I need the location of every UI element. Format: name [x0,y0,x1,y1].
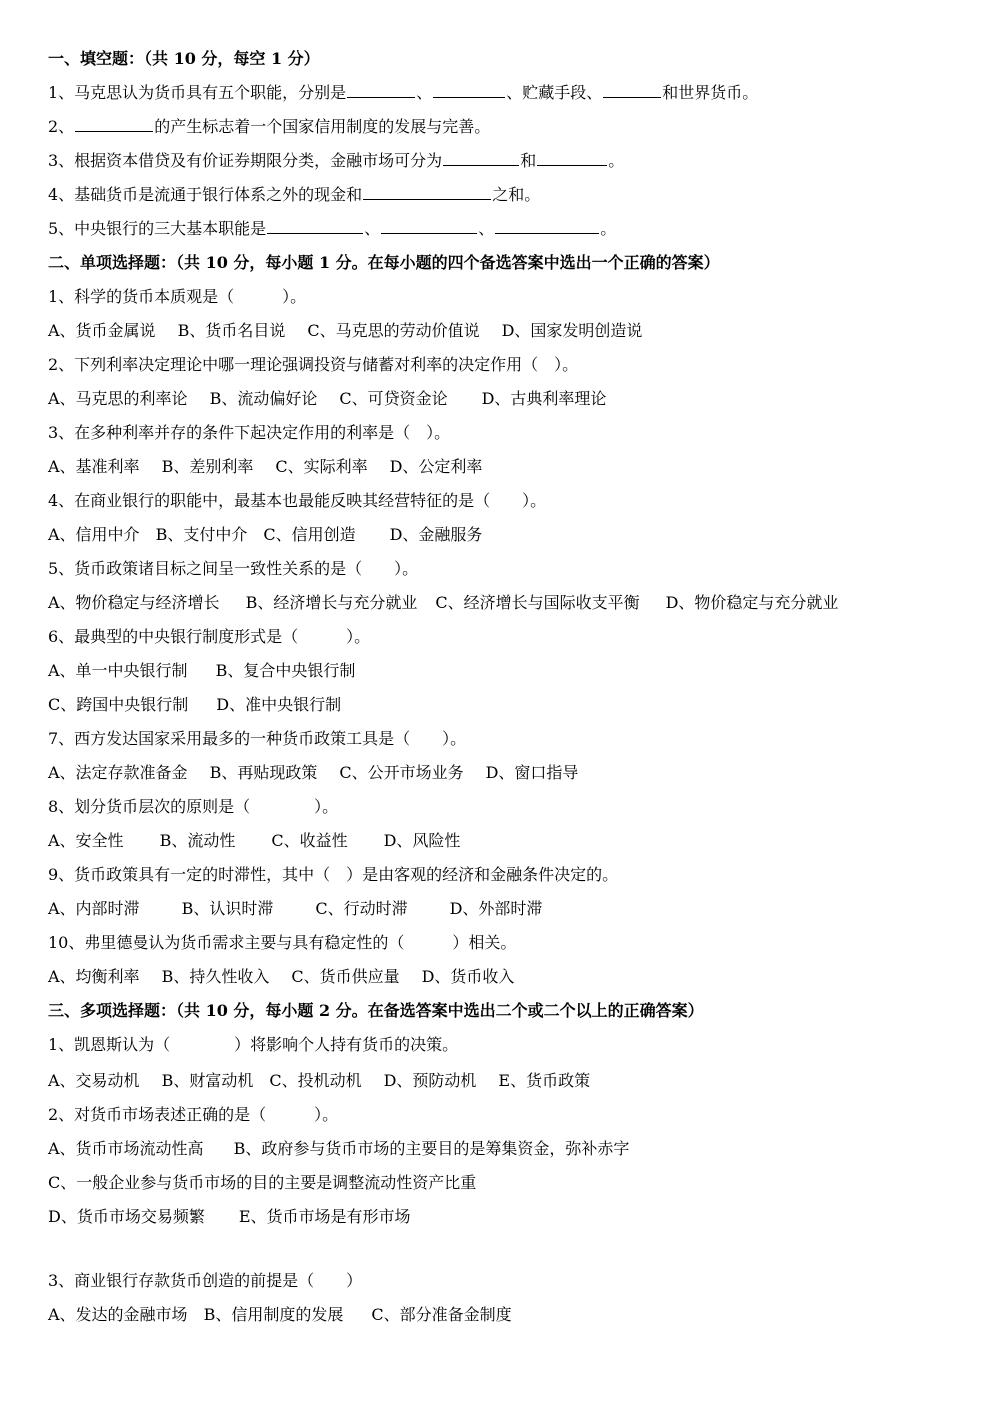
option-d[interactable]: D、公定利率 [389,457,483,476]
option-c[interactable]: C、经济增长与国际收支平衡 [435,593,640,612]
option-d[interactable]: D、物价稳定与充分就业 [665,593,839,612]
single-choice-stem: 3、在多种利率并存的条件下起决定作用的利率是（ ）。 [48,423,451,442]
option-c[interactable]: C、一般企业参与货币市场的目的主要是调整流动性资产比重 [48,1173,477,1192]
option-b[interactable]: B、经济增长与充分就业 [245,593,418,612]
answer-blank[interactable] [347,82,415,98]
option-c[interactable]: C、实际利率 [275,457,368,476]
answer-blank[interactable] [363,184,491,200]
option-a[interactable]: A、发达的金融市场 [48,1305,188,1324]
fill-q4-text-a: 4、基础货币是流通于银行体系之外的现金和 [48,185,363,204]
option-a[interactable]: A、物价稳定与经济增长 [48,593,220,612]
single-choice-stem: 8、划分货币层次的原则是（ ）。 [48,797,339,816]
option-b[interactable]: B、差别利率 [161,457,254,476]
single-choice-stem: 1、科学的货币本质观是（ ）。 [48,287,307,306]
options-row [48,1172,476,1194]
option-e[interactable]: E、货币政策 [498,1071,591,1090]
option-d[interactable]: D、外部时滞 [449,899,543,918]
options-row [48,320,642,342]
answer-blank[interactable] [443,150,519,166]
fill-q3-text-b: 和 [520,151,537,170]
option-b[interactable]: B、支付中介 [155,525,248,544]
option-c[interactable]: C、行动时滞 [315,899,408,918]
single-choice-stem: 2、下列利率决定理论中哪一理论强调投资与储蓄对利率的决定作用（ ）。 [48,355,579,374]
option-d[interactable]: D、风险性 [383,831,461,850]
options-row [48,1070,590,1092]
option-a[interactable]: A、货币金属说 [48,321,156,340]
fill-q3-text-c: 。 [608,151,625,170]
fill-question-3 [48,150,624,172]
option-d[interactable]: D、古典利率理论 [481,389,607,408]
option-c[interactable]: C、公开市场业务 [339,763,464,782]
option-b[interactable]: B、货币名目说 [177,321,286,340]
answer-blank[interactable] [433,82,505,98]
fill-q5-text-b: 。 [600,219,617,238]
options-row [48,660,355,682]
option-b[interactable]: B、流动性 [159,831,236,850]
fill-q1-sep1: 、 [416,83,433,102]
option-b[interactable]: B、财富动机 [161,1071,254,1090]
option-a[interactable]: A、基准利率 [48,457,140,476]
answer-blank[interactable] [75,116,153,132]
option-a[interactable]: A、交易动机 [48,1071,140,1090]
option-d[interactable]: D、国家发明创造说 [501,321,643,340]
option-a[interactable]: A、法定存款准备金 [48,763,188,782]
fill-q2-text-a: 2、 [48,117,75,136]
fill-q2-text-b: 的产生标志着一个国家信用制度的发展与完善。 [154,117,491,136]
answer-blank[interactable] [537,150,607,166]
option-a[interactable]: A、均衡利率 [48,967,140,986]
option-c[interactable]: C、跨国中央银行制 [48,695,189,714]
option-d[interactable]: D、准中央银行制 [216,695,342,714]
option-d[interactable]: D、预防动机 [383,1071,477,1090]
fill-question-5 [48,218,616,240]
option-c[interactable]: C、可贷资金论 [339,389,448,408]
option-d[interactable]: D、货币市场交易频繁 [48,1207,205,1226]
options-row [48,830,460,852]
option-a[interactable]: A、货币市场流动性高 [48,1139,204,1158]
fill-q3-text-a: 3、根据资本借贷及有价证券期限分类，金融市场可分为 [48,151,443,170]
fill-q1-text-c: 和世界货币。 [662,83,759,102]
options-row [48,966,514,988]
fill-q1-text-a: 1、马克思认为货币具有五个职能，分别是 [48,83,347,102]
options-row [48,1304,512,1326]
option-c[interactable]: C、部分准备金制度 [371,1305,512,1324]
options-row [48,456,482,478]
option-d[interactable]: D、窗口指导 [485,763,579,782]
fill-question-4 [48,184,540,206]
option-a[interactable]: A、内部时滞 [48,899,140,918]
option-e[interactable]: E、货币市场是有形市场 [238,1207,411,1226]
options-row [48,898,542,920]
option-c[interactable]: C、信用创造 [263,525,356,544]
single-choice-stem: 10、弗里德曼认为货币需求主要与具有稳定性的（ ）相关。 [48,933,517,952]
answer-blank[interactable] [495,218,599,234]
options-row [48,694,341,716]
options-row [48,762,578,784]
fill-q1-text-b: 、贮藏手段、 [506,83,603,102]
option-d[interactable]: D、货币收入 [421,967,515,986]
option-b[interactable]: B、政府参与货币市场的主要目的是筹集资金，弥补赤字 [233,1139,630,1158]
multi-choice-stem: 2、对货币市场表述正确的是（ ）。 [48,1105,339,1124]
option-c[interactable]: C、货币供应量 [291,967,400,986]
section1-title: 一、填空题：（共 10 分，每空 1 分） [48,49,320,68]
options-row [48,592,838,614]
fill-q4-text-b: 之和。 [492,185,541,204]
single-choice-stem: 6、最典型的中央银行制度形式是（ ）。 [48,627,371,646]
single-choice-stem: 9、货币政策具有一定的时滞性，其中（ ）是由客观的经济和金融条件决定的。 [48,865,619,884]
options-row [48,388,606,410]
single-choice-stem: 5、货币政策诸目标之间呈一致性关系的是（ ）。 [48,559,419,578]
single-choice-stem: 7、西方发达国家采用最多的一种货币政策工具是（ ）。 [48,729,467,748]
options-row [48,524,482,546]
single-choice-stem: 4、在商业银行的职能中，最基本也最能反映其经营特征的是（ ）。 [48,491,547,510]
answer-blank[interactable] [603,82,661,98]
fill-q5-sep1: 、 [364,219,381,238]
fill-question-1 [48,82,758,104]
option-b[interactable]: B、认识时滞 [181,899,274,918]
option-b[interactable]: B、流动偏好论 [209,389,318,408]
answer-blank[interactable] [381,218,477,234]
answer-blank[interactable] [267,218,363,234]
option-a[interactable]: A、安全性 [48,831,124,850]
option-c[interactable]: C、马克思的劳动价值说 [307,321,480,340]
option-d[interactable]: D、金融服务 [389,525,483,544]
option-c[interactable]: C、收益性 [271,831,348,850]
fill-q5-text-a: 5、中央银行的三大基本职能是 [48,219,267,238]
option-c[interactable]: C、投机动机 [269,1071,362,1090]
options-row [48,1206,411,1228]
fill-q5-sep2: 、 [478,219,495,238]
option-b[interactable]: B、复合中央银行制 [215,661,356,680]
section2-title: 二、单项选择题：（共 10 分，每小题 1 分。在每小题的四个备选答案中选出一个正确的答案） [48,253,720,272]
option-b[interactable]: B、信用制度的发展 [203,1305,344,1324]
option-a[interactable]: A、马克思的利率论 [48,389,188,408]
option-a[interactable]: A、单一中央银行制 [48,661,188,680]
multi-choice-stem: 3、商业银行存款货币创造的前提是（ ） [48,1271,363,1290]
option-b[interactable]: B、持久性收入 [161,967,270,986]
multi-choice-stem: 1、凯恩斯认为（ ）将影响个人持有货币的决策。 [48,1035,459,1054]
options-row [48,1138,629,1160]
option-a[interactable]: A、信用中介 [48,525,140,544]
section3-title: 三、多项选择题：（共 10 分，每小题 2 分。在备选答案中选出二个或二个以上的正确答案） [48,1001,704,1020]
option-b[interactable]: B、再贴现政策 [209,763,318,782]
fill-question-2 [48,116,490,138]
